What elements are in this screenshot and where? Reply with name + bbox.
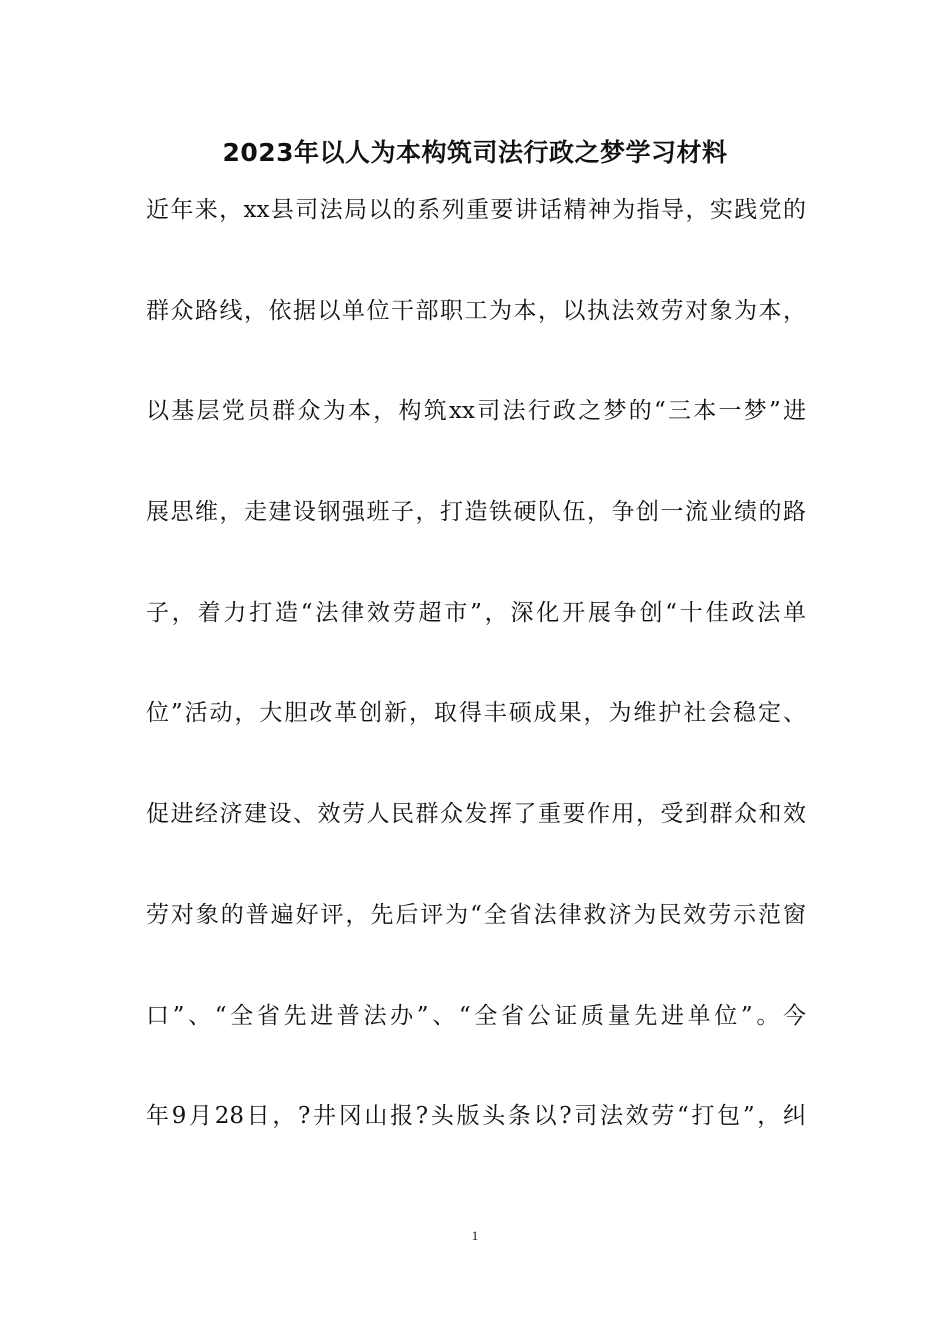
page-number: 1 (471, 1228, 479, 1243)
body-line-8: 劳对象的普遍好评，先后评为“全省法律救济为民效劳示范窗 (146, 902, 806, 928)
body-line-3: 以基层党员群众为本，构筑xx司法行政之梦的“三本一梦”进 (146, 398, 806, 424)
body-line-9: 口”、“全省先进普法办”、“全省公证质量先进单位”。今 (146, 1003, 806, 1029)
body-line-4: 展思维，走建设钢强班子，打造铁硬队伍，争创一流业绩的路 (146, 499, 806, 525)
document-title: 2023年以人为本构筑司法行政之梦学习材料 (222, 138, 728, 167)
body-line-6: 位”活动，大胆改革创新，取得丰硕成果，为维护社会稳定、 (146, 700, 806, 726)
body-line-7: 促进经济建设、效劳人民群众发挥了重要作用，受到群众和效 (146, 801, 806, 827)
body-line-5: 子，着力打造“法律效劳超市”，深化开展争创“十佳政法单 (146, 600, 806, 626)
body-line-2: 群众路线，依据以单位干部职工为本，以执法效劳对象为本， (146, 298, 806, 324)
body-line-1: 近年来，xx县司法局以的系列重要讲话精神为指导，实践党的 (146, 197, 806, 223)
body-line-10: 年9月28日，?井冈山报?头版头条以?司法效劳“打包”，纠 (146, 1103, 806, 1129)
